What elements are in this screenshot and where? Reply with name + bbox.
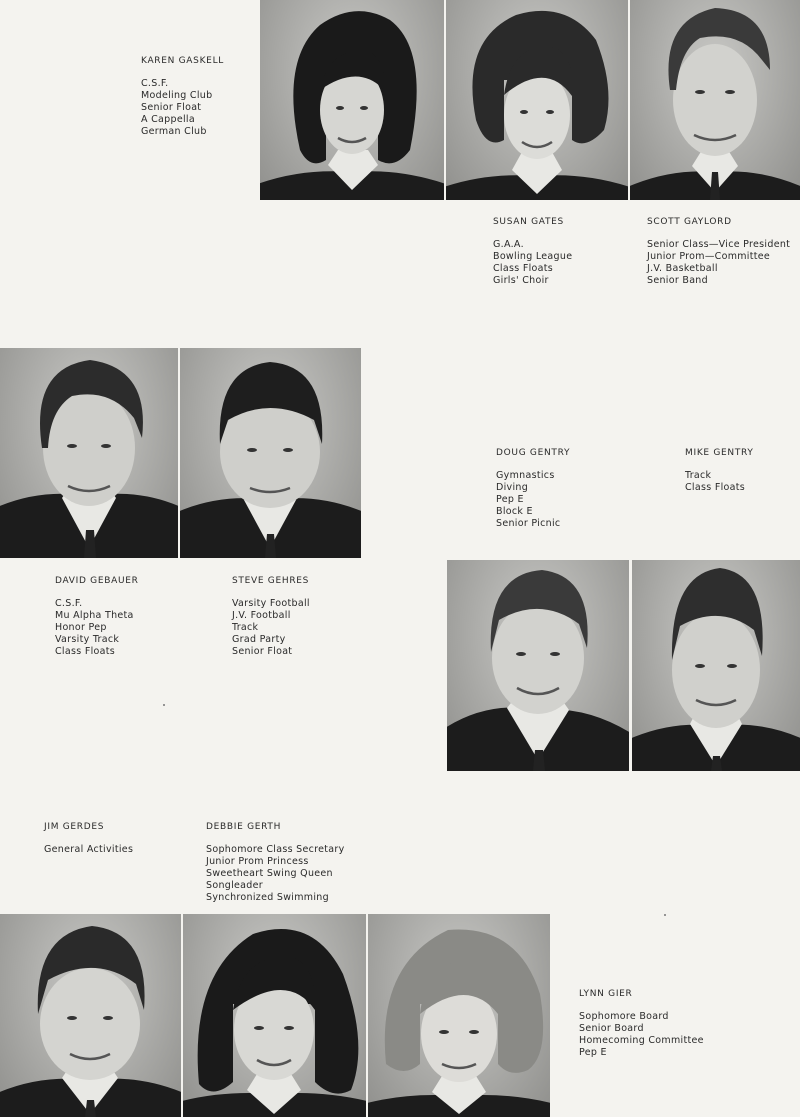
caption-debbie-gerth	[206, 821, 345, 904]
activity-item: Pep E	[496, 494, 524, 505]
caption-lynn-gier	[579, 988, 704, 1059]
activity-item: C.S.F.	[141, 78, 169, 89]
activity-item: Gymnastics	[496, 470, 555, 481]
student-name: SCOTT GAYLORD	[647, 217, 732, 227]
activity-item: Class Floats	[493, 263, 554, 274]
portrait-doug-gentry	[447, 560, 629, 771]
portrait-debbie-gerth	[183, 914, 366, 1117]
portrait-scott-gaylord	[630, 0, 800, 200]
student-name: JIM GERDES	[44, 822, 105, 832]
activity-item: G.A.A.	[493, 239, 524, 250]
activity-item: Songleader	[206, 880, 263, 891]
print-speck	[664, 914, 666, 916]
portrait-karen-gaskell	[260, 0, 444, 200]
activity-item: J.V. Basketball	[647, 263, 718, 274]
caption-doug-gentry	[496, 447, 570, 530]
activity-item: Sweetheart Swing Queen	[206, 868, 333, 879]
activity-list	[685, 470, 754, 494]
student-name: DAVID GEBAUER	[55, 576, 139, 586]
portrait-lynn-gier	[368, 914, 550, 1117]
activity-item: Grad Party	[232, 634, 286, 645]
activity-item: Synchronized Swimming	[206, 892, 329, 903]
portrait-steve-gehres	[180, 348, 361, 558]
caption-karen-gaskell	[141, 55, 224, 138]
print-speck	[163, 704, 165, 706]
activity-item: Track	[232, 622, 259, 633]
portrait-jim-gerdes	[0, 914, 181, 1117]
activity-item: German Club	[141, 126, 207, 137]
activity-list	[496, 470, 570, 530]
activity-item: Varsity Football	[232, 598, 310, 609]
activity-item: Homecoming Committee	[579, 1035, 704, 1046]
portrait-susan-gates	[446, 0, 628, 200]
activity-list	[141, 78, 224, 138]
portrait-mike-gentry	[632, 560, 800, 771]
student-name: DEBBIE GERTH	[206, 822, 282, 832]
student-name: DOUG GENTRY	[496, 448, 571, 458]
activity-item: A Cappella	[141, 114, 195, 125]
activity-item: Honor Pep	[55, 622, 107, 633]
activity-list	[493, 239, 572, 287]
student-name: KAREN GASKELL	[141, 56, 224, 66]
activity-item: Modeling Club	[141, 90, 213, 101]
caption-jim-gerdes	[44, 821, 133, 856]
activity-item: Sophomore Board	[579, 1011, 669, 1022]
activity-list	[206, 844, 345, 904]
activity-item: Senior Float	[141, 102, 202, 113]
activity-list	[579, 1011, 704, 1059]
activity-item: Girls' Choir	[493, 275, 549, 286]
caption-scott-gaylord	[647, 216, 790, 287]
student-name: MIKE GENTRY	[685, 448, 754, 458]
activity-item: Sophomore Class Secretary	[206, 844, 345, 855]
activity-item: General Activities	[44, 844, 134, 855]
student-name: SUSAN GATES	[493, 217, 564, 227]
activity-item: C.S.F.	[55, 598, 83, 609]
caption-mike-gentry	[685, 447, 754, 494]
activity-item: Senior Board	[579, 1023, 644, 1034]
activity-list	[232, 598, 310, 658]
student-name: STEVE GEHRES	[232, 576, 310, 586]
caption-steve-gehres	[232, 575, 310, 658]
caption-susan-gates	[493, 216, 572, 287]
activity-item: Track	[685, 470, 712, 481]
activity-item: Junior Prom Princess	[206, 856, 309, 867]
activity-item: Class Floats	[685, 482, 746, 493]
activity-item: Bowling League	[493, 251, 573, 262]
activity-item: Senior Class—Vice President	[647, 239, 791, 250]
activity-list	[647, 239, 790, 287]
activity-item: Block E	[496, 506, 533, 517]
activity-item: Diving	[496, 482, 529, 493]
portrait-david-gebauer	[0, 348, 178, 558]
student-name: LYNN GIER	[579, 989, 633, 999]
activity-list	[44, 844, 133, 856]
activity-item: Varsity Track	[55, 634, 120, 645]
caption-david-gebauer	[55, 575, 139, 658]
activity-item: Mu Alpha Theta	[55, 610, 134, 621]
activity-item: Senior Band	[647, 275, 708, 286]
activity-item: Class Floats	[55, 646, 116, 657]
activity-item: Senior Picnic	[496, 518, 561, 529]
activity-item: Pep E	[579, 1047, 607, 1058]
activity-item: J.V. Football	[232, 610, 291, 621]
activity-item: Junior Prom—Committee	[647, 251, 771, 262]
activity-list	[55, 598, 139, 658]
activity-item: Senior Float	[232, 646, 293, 657]
